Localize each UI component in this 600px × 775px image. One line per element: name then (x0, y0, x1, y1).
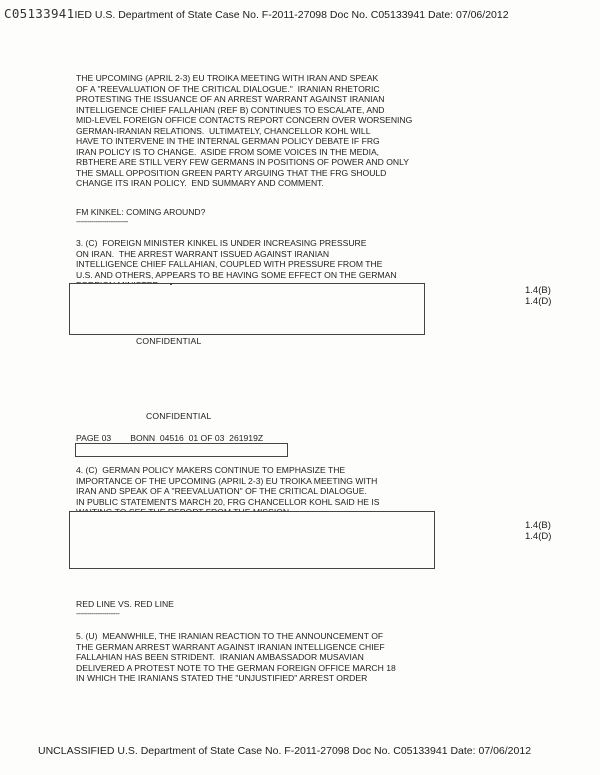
section-heading-rule: ------------------------ (76, 217, 128, 226)
footer-doc: Doc No. C05133941 (352, 745, 448, 757)
footer-agency: U.S. Department of State (117, 745, 235, 757)
header-agency: U.S. Department of State (94, 9, 213, 21)
footer-case: Case No. F-2011-27098 (237, 745, 350, 757)
exemption-code: 1.4(B) (525, 520, 551, 531)
exemption-code: 1.4(D) (525, 296, 552, 307)
section-heading-red-line: RED LINE VS. RED LINE (76, 599, 174, 609)
header-case: Case No. F-2011-27098 (215, 9, 327, 21)
page-line: PAGE 03 BONN 04516 01 OF 03 261919Z (76, 433, 264, 443)
summary-paragraph: THE UPCOMING (APRIL 2-3) EU TROIKA MEETING WITH IRAN AND SPEAK OF A "REEVALUATION OF THE CRITICAL DIALOGUE." IRANIAN RHETORIC PROTESTING THE ISSUANCE OF AN ARREST WARRANT AGAINST IRANIAN INTELLIGENCE CHIEF FALLAHIAN (REF B) CONTINUES TO ESCALATE, AND MID-LEVEL FOREIGN OFFICE CONTACTS REPORT CONCERN OVER WORSENING GERMAN-IRANIAN RELATIONS. ULTIMATELY, CHANCELLOR KOHL WILL HAVE TO INTERVENE IN THE INTERNAL GERMAN POLICY DEBATE IF FRG IRAN POLICY IS TO CHANGE. ASIDE FROM SOME VOICES IN THE MEDIA, RBTHERE ARE STILL VERY FEW GERMANS IN POSITIONS OF POWER AND ONLY THE SMALL OPPOSITION GREEN PARTY ARGUING THAT THE FRG SHOULD CHANGE ITS IRAN POLICY. END SUMMARY AND COMMENT. (76, 73, 413, 188)
header-doc-id: C05133941 (4, 6, 75, 21)
paragraph-5: 5. (U) MEANWHILE, THE IRANIAN REACTION TO THE ANNOUNCEMENT OF THE GERMAN ARREST WARRANT AGAINST IRANIAN INTELLIGENCE CHIEF FALLAHIAN HAS BEEN STRIDENT. IRANIAN AMBASSADOR MUSAVIAN DELIVERED A PROTEST NOTE TO THE GERMAN FOREIGN OFFICE MARCH 18 IN WHICH THE IRANIANS STATED THE "UNJUSTIFIED" ARREST ORDER (76, 631, 396, 683)
redaction-box (69, 283, 425, 335)
footer-label: UNCLASSIFIED (38, 745, 115, 757)
exemption-codes (525, 520, 551, 542)
exemption-code: 1.4(D) (525, 531, 552, 542)
header-date: Date: 07/06/2012 (427, 9, 509, 21)
classification-marking: CONFIDENTIAL (146, 411, 212, 421)
header-doc: Doc No. C05133941 (329, 9, 426, 21)
section-heading-rule: -------------------- (76, 609, 120, 618)
page-line-box (75, 443, 288, 457)
paragraph-4: 4. (C) GERMAN POLICY MAKERS CONTINUE TO EMPHASIZE THE IMPORTANCE OF THE UPCOMING (APRIL 2-3) EU TROIKA MEETING WITH IRAN AND SPEAK OF A "REEVALUATION" OF THE CRITICAL DIALOGUE. IN PUBLIC STATEMENTS MARCH 20, FRG CHANCELLOR KOHL SAID HE IS (76, 465, 380, 507)
section-heading-kinkel: FM KINKEL: COMING AROUND? (76, 207, 206, 217)
footer-date: Date: 07/06/2012 (450, 745, 532, 757)
paragraph-3: 3. (C) FOREIGN MINISTER KINKEL IS UNDER INCREASING PRESSURE ON IRAN. THE ARREST WARRANT ISSUED AGAINST IRANIAN INTELLIGENCE CHIEF FALLAHIAN, COUPLED WITH PRESSURE FROM THE U.S. AND OTHERS, APPEARS TO BE HAVING SOME EFFECT ON THE GERMAN (76, 238, 397, 280)
declassification-header (4, 6, 509, 21)
header-label: IED (74, 9, 92, 21)
exemption-code: 1.4(B) (525, 285, 551, 296)
redaction-marker (170, 283, 172, 285)
classification-marking: CONFIDENTIAL (136, 336, 202, 346)
redaction-box (69, 511, 435, 569)
declassification-footer (38, 745, 531, 757)
exemption-codes (525, 285, 551, 307)
